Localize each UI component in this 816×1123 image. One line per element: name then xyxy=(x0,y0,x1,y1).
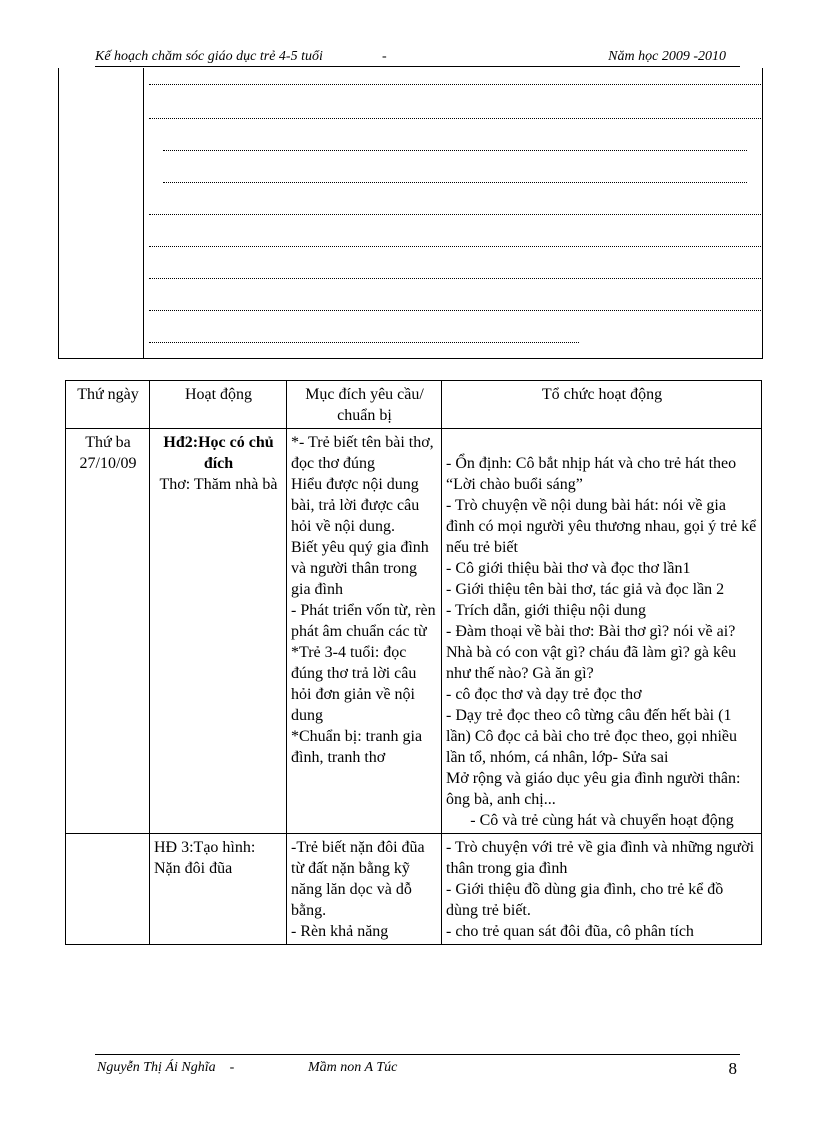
day-cell: Thứ ba 27/10/09 xyxy=(66,429,150,834)
header-school-year: Năm học 2009 -2010 xyxy=(608,49,726,64)
organization-line: Mở rộng và giáo dục yêu gia đình người thân: ông bà, anh chị... xyxy=(446,770,741,808)
activity-cell: HĐ 3:Tạo hình: Nặn đôi đũa xyxy=(150,834,287,945)
purpose-line: *- Trẻ biết tên bài thơ, đọc thơ đúng xyxy=(291,434,434,472)
activity-cell xyxy=(150,429,287,834)
footer-author xyxy=(97,1060,234,1076)
author-name: Nguyễn Thị Ái Nghĩa xyxy=(97,1060,216,1075)
organization-line: - cô đọc thơ và dạy trẻ đọc thơ xyxy=(446,686,642,703)
purpose-cell xyxy=(287,834,442,945)
dotted-line xyxy=(149,272,761,279)
organization-cell xyxy=(442,429,762,834)
purpose-line: - Rèn khả năng xyxy=(291,923,389,940)
dotted-line xyxy=(149,336,579,343)
organization-cell xyxy=(442,834,762,945)
notes-divider xyxy=(143,68,144,358)
header-activity: Hoạt động xyxy=(150,381,287,429)
dotted-line xyxy=(149,78,761,85)
organization-line: - Ổn định: Cô bắt nhịp hát và cho trẻ hát theo “Lời chào buổi sáng” xyxy=(446,455,737,493)
organization-line: - Cô giới thiệu bài thơ và đọc thơ lần1 xyxy=(446,560,691,577)
header-title: Kế hoạch chăm sóc giáo dục trẻ 4-5 tuổi xyxy=(95,49,323,64)
header-dash: - xyxy=(382,49,387,64)
organization-line: - Trích dẫn, giới thiệu nội dung xyxy=(446,602,647,619)
organization-line: - Dạy trẻ đọc theo cô từng câu đến hết bài (1 lần) Cô đọc cả bài cho trẻ đọc theo, gọi nhiều lần tổ, nhóm, cá nhân, lớp- Sửa sai xyxy=(446,707,738,766)
table-header-row xyxy=(66,381,762,429)
spacer xyxy=(446,432,758,453)
purpose-line: - Phát triển vốn từ, rèn phát âm chuẩn các từ xyxy=(291,602,436,640)
organization-line: - Trò chuyện với trẻ về gia đình và những người thân trong gia đình xyxy=(446,839,755,877)
organization-line: - Đàm thoại về bài thơ: Bài thơ gì? nói về ai? Nhà bà có con vật gì? cháu đã làm gì? gà kêu như thế nào? Gà ăn gì? xyxy=(446,623,737,682)
page-number: 8 xyxy=(728,1059,737,1078)
activity-title: Hđ2:Học có chủ đích xyxy=(163,434,274,472)
purpose-line: Biết yêu quý gia đình và người thân trong gia đình xyxy=(291,539,429,598)
purpose-line: Hiểu được nội dung bài, trả lời được câu hỏi về nội dung. xyxy=(291,476,420,535)
purpose-cell xyxy=(287,429,442,834)
header-organization: Tổ chức hoạt động xyxy=(442,381,762,429)
table-row xyxy=(66,429,762,834)
organization-line: - Trò chuyện về nội dung bài hát: nói về gia đình có mọi người yêu thương nhau, gọi ý trẻ kể nếu trẻ biết xyxy=(446,497,757,556)
footer-dash: - xyxy=(229,1060,235,1075)
purpose-line: -Trẻ biết nặn đôi đũa từ đất nặn bằng kỹ năng lăn dọc và dỗ bằng. xyxy=(291,839,425,919)
organization-line: - Cô và trẻ cùng hát và chuyển hoạt động xyxy=(470,812,734,829)
dotted-line xyxy=(163,144,747,151)
organization-line: - cho trẻ quan sát đôi đũa, cô phân tích xyxy=(446,923,694,940)
page-header xyxy=(95,46,740,67)
dotted-line xyxy=(149,112,761,119)
activity-subject: Thơ: Thăm nhà bà xyxy=(159,476,278,493)
day-cell xyxy=(66,834,150,945)
footer-school: Mầm non A Túc xyxy=(308,1060,398,1075)
table-row xyxy=(66,834,762,945)
header-purpose: Mục đích yêu cầu/ chuẩn bị xyxy=(287,381,442,429)
organization-line: - Giới thiệu đồ dùng gia đình, cho trẻ kể đồ dùng trẻ biết. xyxy=(446,881,724,919)
notes-box xyxy=(58,68,763,359)
dotted-line xyxy=(149,304,761,311)
page-footer xyxy=(95,1054,740,1085)
purpose-line: *Trẻ 3-4 tuổi: đọc đúng thơ trả lời câu hỏi đơn giản về nội dung xyxy=(291,644,417,724)
dotted-line xyxy=(149,208,761,215)
purpose-line: *Chuẩn bị: tranh gia đình, tranh thơ xyxy=(291,728,423,766)
organization-line: - Giới thiệu tên bài thơ, tác giả và đọc lần 2 xyxy=(446,581,725,598)
header-day: Thứ ngày xyxy=(66,381,150,429)
dotted-line xyxy=(163,176,747,183)
activity-table xyxy=(65,380,762,945)
dotted-line xyxy=(149,240,761,247)
